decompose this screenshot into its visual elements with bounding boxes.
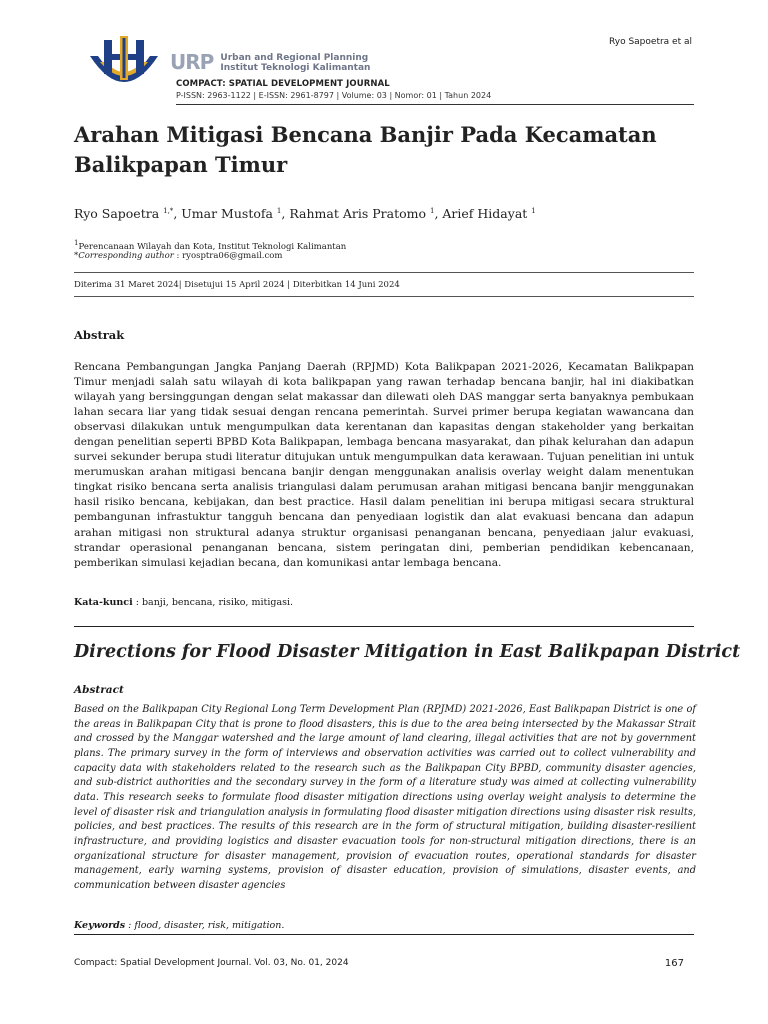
divider [74, 626, 694, 627]
journal-logo [84, 36, 164, 100]
urp-line-2: Institut Teknologi Kalimantan [220, 63, 371, 73]
divider [74, 934, 694, 935]
abstract-body: Based on the Balikpapan City Regional Long Term Development Plan (RPJMD) 2021-2026, East Balikpapan District is one of the areas in Balikpapan City that is prone to flood disasters, this is due to the area being intersected by the Makassar Strait and crossed by the Manggar watershed and the large amount of land clearing, illegal activities that are not by government plans. The primary survey in the form of interviews and observation activities was carried out to collect vulnerability and capacity data with stakeholders related to the research such as the Balikpapan City BPBD, community disaster agencies, and sub-district authorities and the secondary survey in the form of a literature study was aimed at collecting vulnerability data. This research seeks to formulate flood disaster mitigation directions using overlay weight analysis to determine the level of disaster risk and triangulation analysis in formulating flood disaster mitigation directions using disaster risk results, policies, and best practices. The results of this research are in the form of structural mitigation, building disaster-resilient infrastructure, and providing logistics and disaster evacuation tools for non-structural mitigation directions, there is an organizational structure for disaster management, provision of evacuation routes, operational standards for disaster management, early warning systems, provision of disaster education, provision of simulations, disaster events, and communication between disaster agencies [74, 704, 696, 891]
abstrak-heading: Abstrak [74, 328, 125, 342]
english-title: Directions for Flood Disaster Mitigation in East Balikpapan District [74, 642, 741, 662]
footer-citation: Compact: Spatial Development Journal. Vol. 03, No. 01, 2024 [74, 958, 349, 968]
author-affil-mark: 1,* [163, 206, 174, 215]
keywords-list: : flood, disaster, risk, mitigation. [125, 920, 285, 931]
keywords-label: Keywords [74, 920, 126, 931]
divider [74, 272, 694, 273]
keywords [74, 920, 284, 931]
kata-kunci-list: : banji, bencana, risiko, mitigasi. [132, 597, 294, 608]
kata-kunci-label: Kata-kunci [74, 597, 133, 608]
institution-mark [170, 50, 371, 74]
affiliation [74, 238, 346, 252]
author-affil-mark: 1 [531, 206, 536, 215]
urp-line-1: Urban and Regional Planning [220, 53, 369, 63]
running-author: Ryo Sapoetra et al [609, 37, 692, 47]
author-name: Rahmat Aris Pratomo [289, 206, 430, 221]
article-title [74, 120, 694, 180]
author-name: Umar Mustofa [181, 206, 277, 221]
author-separator: , [434, 206, 443, 221]
divider [74, 296, 694, 297]
affiliation-mark: 1 [74, 238, 79, 247]
author-separator: , [281, 206, 290, 221]
urp-wordmark: URP [170, 50, 214, 74]
abstract-heading: Abstract [74, 684, 124, 696]
journal-name: COMPACT: SPATIAL DEVELOPMENT JOURNAL [176, 79, 390, 89]
corresponding-label: *Corresponding author [74, 251, 174, 261]
title-line-2: Balikpapan Timur [74, 152, 288, 177]
header-divider [176, 104, 694, 105]
publication-dates: Diterima 31 Maret 2024| Disetujui 15 April 2024 | Diterbitkan 14 Juni 2024 [74, 280, 400, 290]
corresponding-author [74, 251, 282, 261]
journal-meta: P-ISSN: 2963-1122 | E-ISSN: 2961-8797 | Volume: 03 | Nomor: 01 | Tahun 2024 [176, 91, 492, 100]
author-separator: , [173, 206, 182, 221]
corresponding-email[interactable]: : ryosptra06@gmail.com [173, 251, 283, 261]
affiliation-text: Perencanaan Wilayah dan Kota, Institut Teknologi Kalimantan [78, 241, 347, 252]
author-affil-mark: 1 [429, 206, 435, 215]
abstrak-body: Rencana Pembangungan Jangka Panjang Daerah (RPJMD) Kota Balikpapan 2021-2026, Kecamatan Balikpapan Timur menjadi salah satu wilayah di kota balikpapan yang rawan terhadap bencana banjir, hal ini diakibatkan wilayah yang bersinggungan dengan selat makassar dan dilewati oleh DAS manggar serta banyaknya pembukaan lahan secara liar yang tidak sesuai dengan rencana pemerintah. Survei primer berupa kegiatan wawancana dan observasi dilakukan untuk mengumpulkan data kerentanan dan kapasitas dengan stakeholder yang berkaitan dengan penelitian seperti BPBD Kota Balikpapan, lembaga bencana masyarakat, dan pihak kelurahan dan adapun survei sekunder berupa studi literatur ditujukan untuk mengumpulkan data kerawaan. Tujuan penelitian ini untuk merumuskan arahan mitigasi bencana banjir dengan menggunakan analisis overlay weight dalam menentukan tingkat risiko bencana serta analisis triangulasi dalam perumusan arahan mitigasi bencana banjir menggunakan hasil risiko bencana, kebijakan, dan best practice. Hasil dalam penelitian ini berupa mitigasi secara struktural pembangunan infrastuktur tangguh bencana dan penyediaan logistik dan alat evakuasi bencana dan adapun arahan mitigasi non struktural adanya struktur organisasi penanganan bencana, penyediaan jalur evakuasi, strandar operasional penanganan bencana, sistem peringatan dini, pemberian pendidikan kebencanaan, pemberikan simulasi kejadian becana, dan komunikasi antar lembaga bencana. [74, 361, 694, 569]
kata-kunci [74, 597, 293, 608]
title-line-1: Arahan Mitigasi Bencana Banjir Pada Kecamatan [74, 122, 657, 147]
page-number: 167 [664, 958, 684, 969]
author-list [74, 206, 536, 221]
author-affil-mark: 1 [276, 206, 282, 215]
author-name: Arief Hidayat [442, 206, 532, 221]
author-name: Ryo Sapoetra [74, 206, 164, 221]
